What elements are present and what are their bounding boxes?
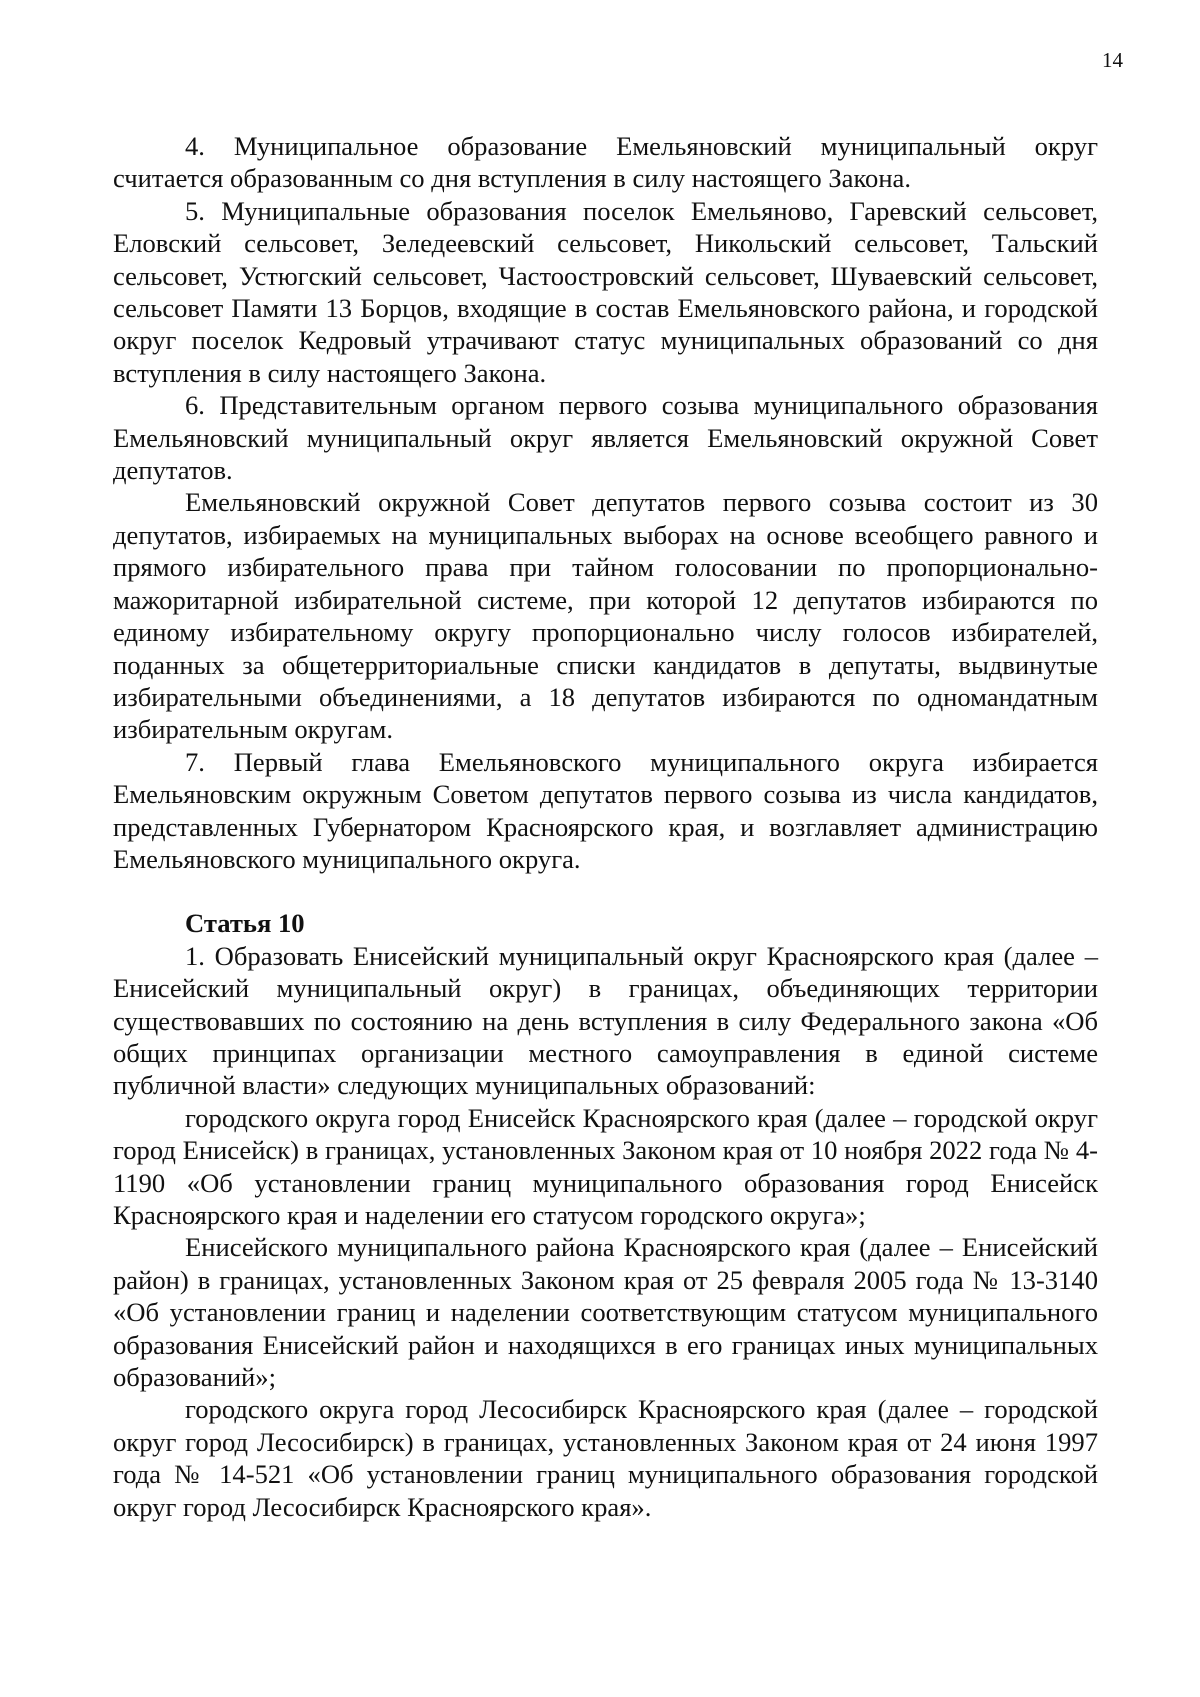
paragraph-yeniseysk-city: городского округа город Енисейск Красноярского края (далее – городской округ город Енисейск) в границах, установленных Законом края от 10 ноября 2022 года № 4-1190 «Об установлении границ муниципального образования город Енисейск Красноярского края и наделении его статусом городского округа»; (113, 1102, 1098, 1230)
article-heading: Статья 10 (185, 908, 305, 939)
paragraph-item-6: 6. Представительным органом первого созыва муниципального образования Емельяновский муниципальный округ является Емельяновский окружной Совет депутатов. (113, 390, 1098, 486)
paragraph-council-composition: Емельяновский окружной Совет депутатов первого созыва состоит из 30 депутатов, избираемых на муниципальных выборах на основе всеобщего равного и прямого избирательного права при тайном голосовании по пропорционально-мажоритарной избирательной системе, при которой 12 депутатов избираются по единому избирательному округу пропорционально числу голосов избирателей, поданных за общетерриториальные списки кандидатов в депутаты, выдвинутые избирательными объединениями, а 18 депутатов избираются по одномандатным избирательным округам. (113, 487, 1098, 745)
paragraph-article-10-item-1: 1. Образовать Енисейский муниципальный округ Красноярского края (далее – Енисейский муниципальный округ) в границах, объединяющих территории существовавших по состоянию на день вступления в силу Федерального закона «Об общих принципах организации местного самоуправления в единой системе публичной власти» следующих муниципальных образований: (113, 940, 1098, 1101)
paragraph-item-4: 4. Муниципальное образование Емельяновский муниципальный округ считается образованным со дня вступления в силу настоящего Закона. (113, 131, 1098, 194)
paragraph-item-7: 7. Первый глава Емельяновского муниципального округа избирается Емельяновским окружным Советом депутатов первого созыва из числа кандидатов, представленных Губернатором Красноярского края, и возглавляет администрацию Емельяновского муниципального округа. (113, 746, 1098, 874)
paragraph-item-5: 5. Муниципальные образования поселок Емельяново, Гаревский сельсовет, Еловский сельсовет, Зеледеевский сельсовет, Никольский сельсовет, Тальский сельсовет, Устюгский сельсовет, Частоостровский сельсовет, Шуваевский сельсовет, сельсовет Памяти 13 Борцов, входящие в состав Емельяновского района, и городской округ поселок Кедровый утрачивают статус муниципальных образований со дня вступления в силу настоящего Закона. (113, 195, 1098, 388)
paragraph-lesosibirsk-city: городского округа город Лесосибирск Красноярского края (далее – городской округ город Лесосибирск) в границах, установленных Законом края от 24 июня 1997 года № 14-521 «Об установлении границ муниципального образования городской округ город Лесосибирск Красноярского края». (113, 1394, 1098, 1522)
document-body (113, 130, 1098, 1523)
page-number: 14 (1102, 48, 1123, 72)
paragraph-yeniseysk-district: Енисейского муниципального района Красноярского края (далее – Енисейский район) в границах, установленных Законом края от 25 февраля 2005 года № 13-3140 «Об установлении границ и наделении соответствующим статусом муниципального образования Енисейский район и находящихся в его границах иных муниципальных образований»; (113, 1232, 1098, 1393)
